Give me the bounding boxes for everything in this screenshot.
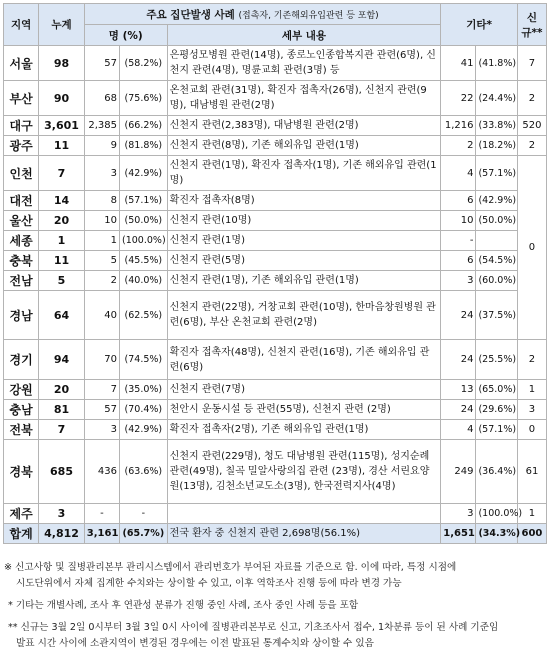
etc-count-cell: 24	[441, 400, 476, 420]
header-count-pct: 명 (%)	[84, 25, 167, 46]
detail-cell: 신천지 관련(1명), 기존 해외유입 관련(1명)	[167, 271, 441, 291]
total-cell: 7	[39, 156, 85, 191]
etc-pct-cell: (54.5%)	[476, 251, 517, 271]
etc-pct-cell	[476, 231, 517, 251]
total-cell: 7	[39, 420, 85, 440]
region-cell: 서울	[4, 46, 39, 81]
region-cell: 경기	[4, 340, 39, 380]
region-cell: 경북	[4, 440, 39, 504]
region-cell: 광주	[4, 136, 39, 156]
total-cell: 11	[39, 136, 85, 156]
cluster-pct-cell: (58.2%)	[120, 46, 168, 81]
total-cell: 98	[39, 46, 85, 81]
new-cell: 0	[517, 420, 546, 440]
cluster-pct-cell: (63.6%)	[120, 440, 168, 504]
header-cluster-title: 주요 집단발생 사례	[146, 8, 235, 21]
header-new-top: 신	[526, 11, 538, 24]
cluster-pct-cell: (81.8%)	[120, 136, 168, 156]
region-cell: 대구	[4, 116, 39, 136]
detail-cell: 신천지 관련(1명)	[167, 231, 441, 251]
etc-pct-cell: (29.6%)	[476, 400, 517, 420]
detail-cell: 확진자 접촉자(48명), 신천지 관련(16명), 기존 해외유입 관련(6명)	[167, 340, 441, 380]
table-row	[4, 340, 547, 380]
etc-count-cell: 4	[441, 156, 476, 191]
cluster-pct-cell: (42.9%)	[120, 156, 168, 191]
sum-total-cell: 4,812	[39, 524, 85, 544]
etc-count-cell: 6	[441, 191, 476, 211]
region-cell: 충남	[4, 400, 39, 420]
etc-pct-cell: (24.4%)	[476, 81, 517, 116]
total-cell: 94	[39, 340, 85, 380]
header-cluster	[84, 4, 440, 25]
header-region: 지역	[4, 4, 39, 46]
etc-count-cell: 24	[441, 291, 476, 340]
new-cell: 3	[517, 400, 546, 420]
sum-etc-count-cell: 1,651	[441, 524, 476, 544]
table-row	[4, 156, 547, 191]
region-cell: 충북	[4, 251, 39, 271]
sum-detail-cell: 전국 환자 중 신천지 관련 2,698명(56.1%)	[167, 524, 441, 544]
total-cell: 3,601	[39, 116, 85, 136]
sum-region-cell: 합계	[4, 524, 39, 544]
detail-cell: 신천지 관련(22명), 거창교회 관련(10명), 한마음창원병원 관련(6명), 부산 온천교회 관련(2명)	[167, 291, 441, 340]
cluster-pct-cell: (40.0%)	[120, 271, 168, 291]
sum-etc-pct-cell: (34.3%)	[476, 524, 517, 544]
total-cell: 20	[39, 211, 85, 231]
footnote-2: * 기타는 개별사례, 조사 후 연관성 분류가 진행 중인 사례, 조사 중인 사례 등을 포함	[8, 600, 359, 611]
table-row	[4, 291, 547, 340]
table-row	[4, 81, 547, 116]
total-cell: 1	[39, 231, 85, 251]
cluster-pct-cell: (45.5%)	[120, 251, 168, 271]
detail-cell: 확진자 접촉자(2명), 기존 해외유입 관련(1명)	[167, 420, 441, 440]
new-cell: 2	[517, 340, 546, 380]
new-cell: 0	[517, 156, 546, 340]
region-cell: 부산	[4, 81, 39, 116]
region-cell: 경남	[4, 291, 39, 340]
etc-count-cell: 6	[441, 251, 476, 271]
cluster-count-cell: 9	[84, 136, 119, 156]
total-cell: 685	[39, 440, 85, 504]
cluster-statistics-table	[3, 3, 547, 544]
cluster-pct-cell: (75.6%)	[120, 81, 168, 116]
sum-pct-cell: (65.7%)	[120, 524, 168, 544]
footnotes	[4, 560, 544, 652]
new-cell: 7	[517, 46, 546, 81]
cluster-count-cell: 436	[84, 440, 119, 504]
detail-cell: 신천지 관련(7명)	[167, 380, 441, 400]
table-row	[4, 400, 547, 420]
footnote-3-line-2: 발표 시간 사이에 소관지역이 변경된 경우에는 이전 발표된 통계수치와 상이할 수 있음	[16, 638, 374, 649]
detail-cell: 신천지 관련(8명), 기존 해외유입 관련(1명)	[167, 136, 441, 156]
table-row	[4, 440, 547, 504]
detail-cell: 은평성모병원 관련(14명), 종로노인종합복지관 관련(6명), 신천지 관련(4명), 명륜교회 관련(3명) 등	[167, 46, 441, 81]
cluster-pct-cell: -	[120, 504, 168, 524]
etc-count-cell: -	[441, 231, 476, 251]
etc-count-cell: 10	[441, 211, 476, 231]
cluster-count-cell: 2,385	[84, 116, 119, 136]
etc-count-cell: 22	[441, 81, 476, 116]
cluster-count-cell: 7	[84, 380, 119, 400]
cluster-count-cell: 57	[84, 400, 119, 420]
cluster-pct-cell: (74.5%)	[120, 340, 168, 380]
new-cell: 2	[517, 81, 546, 116]
total-cell: 81	[39, 400, 85, 420]
region-cell: 전남	[4, 271, 39, 291]
cluster-count-cell: -	[84, 504, 119, 524]
cluster-count-cell: 5	[84, 251, 119, 271]
cluster-count-cell: 1	[84, 231, 119, 251]
header-total: 누계	[39, 4, 85, 46]
cluster-count-cell: 2	[84, 271, 119, 291]
etc-pct-cell: (60.0%)	[476, 271, 517, 291]
new-cell: 61	[517, 440, 546, 504]
total-cell: 11	[39, 251, 85, 271]
table-row	[4, 271, 547, 291]
sum-count-cell: 3,161	[84, 524, 119, 544]
new-cell: 1	[517, 380, 546, 400]
etc-count-cell: 13	[441, 380, 476, 400]
detail-cell: 신천지 관련(2,383명), 대남병원 관련(2명)	[167, 116, 441, 136]
detail-cell: 확진자 접촉자(8명)	[167, 191, 441, 211]
region-cell: 제주	[4, 504, 39, 524]
table-row	[4, 116, 547, 136]
cluster-pct-cell: (35.0%)	[120, 380, 168, 400]
total-cell: 90	[39, 81, 85, 116]
cluster-pct-cell: (50.0%)	[120, 211, 168, 231]
new-cell: 1	[517, 504, 546, 524]
etc-pct-cell: (37.5%)	[476, 291, 517, 340]
table-row	[4, 46, 547, 81]
etc-pct-cell: (36.4%)	[476, 440, 517, 504]
cluster-count-cell: 57	[84, 46, 119, 81]
etc-count-cell: 24	[441, 340, 476, 380]
footnote-1-line-1: ※ 신고사항 및 질병관리본부 관리시스템에서 관리번호가 부여된 자료를 기준으로 함. 이에 따라, 특정 시점에	[4, 562, 457, 573]
total-cell: 64	[39, 291, 85, 340]
cluster-count-cell: 70	[84, 340, 119, 380]
cluster-count-cell: 8	[84, 191, 119, 211]
header-new-bottom: 규**	[521, 26, 543, 39]
table-row	[4, 251, 547, 271]
footnote-1-line-2: 시도단위에서 자체 집계한 수치와는 상이할 수 있고, 이후 역학조사 진행 등에 따라 변경 가능	[16, 578, 402, 589]
header-detail: 세부 내용	[167, 25, 441, 46]
etc-pct-cell: (25.5%)	[476, 340, 517, 380]
sum-new-cell: 600	[517, 524, 546, 544]
cluster-pct-cell: (57.1%)	[120, 191, 168, 211]
table-row	[4, 191, 547, 211]
etc-pct-cell: (33.8%)	[476, 116, 517, 136]
etc-pct-cell: (100.0%)	[476, 504, 517, 524]
etc-count-cell: 4	[441, 420, 476, 440]
table-row	[4, 504, 547, 524]
etc-pct-cell: (42.9%)	[476, 191, 517, 211]
table-row	[4, 380, 547, 400]
region-cell: 대전	[4, 191, 39, 211]
cluster-count-cell: 3	[84, 156, 119, 191]
etc-count-cell: 41	[441, 46, 476, 81]
total-cell: 14	[39, 191, 85, 211]
etc-pct-cell: (50.0%)	[476, 211, 517, 231]
etc-pct-cell: (65.0%)	[476, 380, 517, 400]
cluster-pct-cell: (100.0%)	[120, 231, 168, 251]
new-cell: 2	[517, 136, 546, 156]
table-row	[4, 231, 547, 251]
header-cluster-note: (접촉자, 기존해외유입관련 등 포함)	[238, 10, 379, 21]
footnote-3-line-1: ** 신규는 3월 2일 0시부터 3월 3일 0시 사이에 질병관리본부로 신고, 기초조사서 접수, 1차분류 등이 된 사례 기준임	[8, 622, 499, 633]
new-cell: 520	[517, 116, 546, 136]
total-cell: 5	[39, 271, 85, 291]
etc-pct-cell: (57.1%)	[476, 156, 517, 191]
table-row	[4, 136, 547, 156]
region-cell: 전북	[4, 420, 39, 440]
cluster-count-cell: 40	[84, 291, 119, 340]
total-cell: 3	[39, 504, 85, 524]
region-cell: 세종	[4, 231, 39, 251]
detail-cell: 신천지 관련(10명)	[167, 211, 441, 231]
etc-count-cell: 1,216	[441, 116, 476, 136]
cluster-pct-cell: (42.9%)	[120, 420, 168, 440]
detail-cell: 온천교회 관련(31명), 확진자 접촉자(26명), 신천지 관련(9명), 대남병원 관련(2명)	[167, 81, 441, 116]
header-etc: 기타*	[441, 4, 518, 46]
detail-cell: 신천지 관련(229명), 청도 대남병원 관련(115명), 성지순례 관련(49명), 칠곡 밀알사랑의집 관련 (23명), 경산 서린요양원(13명), 김천소년교도소(3명), 한국전력지사(4명)	[167, 440, 441, 504]
total-cell: 20	[39, 380, 85, 400]
detail-cell	[167, 504, 441, 524]
cluster-pct-cell: (70.4%)	[120, 400, 168, 420]
cluster-count-cell: 3	[84, 420, 119, 440]
detail-cell: 천안시 운동시설 등 관련(55명), 신천지 관련 (2명)	[167, 400, 441, 420]
cluster-pct-cell: (66.2%)	[120, 116, 168, 136]
detail-cell: 신천지 관련(1명), 확진자 접촉자(1명), 기존 해외유입 관련(1명)	[167, 156, 441, 191]
cluster-count-cell: 10	[84, 211, 119, 231]
region-cell: 강원	[4, 380, 39, 400]
cluster-count-cell: 68	[84, 81, 119, 116]
etc-pct-cell: (41.8%)	[476, 46, 517, 81]
etc-count-cell: 3	[441, 504, 476, 524]
table-row	[4, 211, 547, 231]
cluster-pct-cell: (62.5%)	[120, 291, 168, 340]
region-cell: 울산	[4, 211, 39, 231]
etc-pct-cell: (18.2%)	[476, 136, 517, 156]
table-row	[4, 420, 547, 440]
sum-row	[4, 524, 547, 544]
etc-count-cell: 249	[441, 440, 476, 504]
header-new	[517, 4, 546, 46]
etc-pct-cell: (57.1%)	[476, 420, 517, 440]
etc-count-cell: 3	[441, 271, 476, 291]
region-cell: 인천	[4, 156, 39, 191]
detail-cell: 신천지 관련(5명)	[167, 251, 441, 271]
etc-count-cell: 2	[441, 136, 476, 156]
